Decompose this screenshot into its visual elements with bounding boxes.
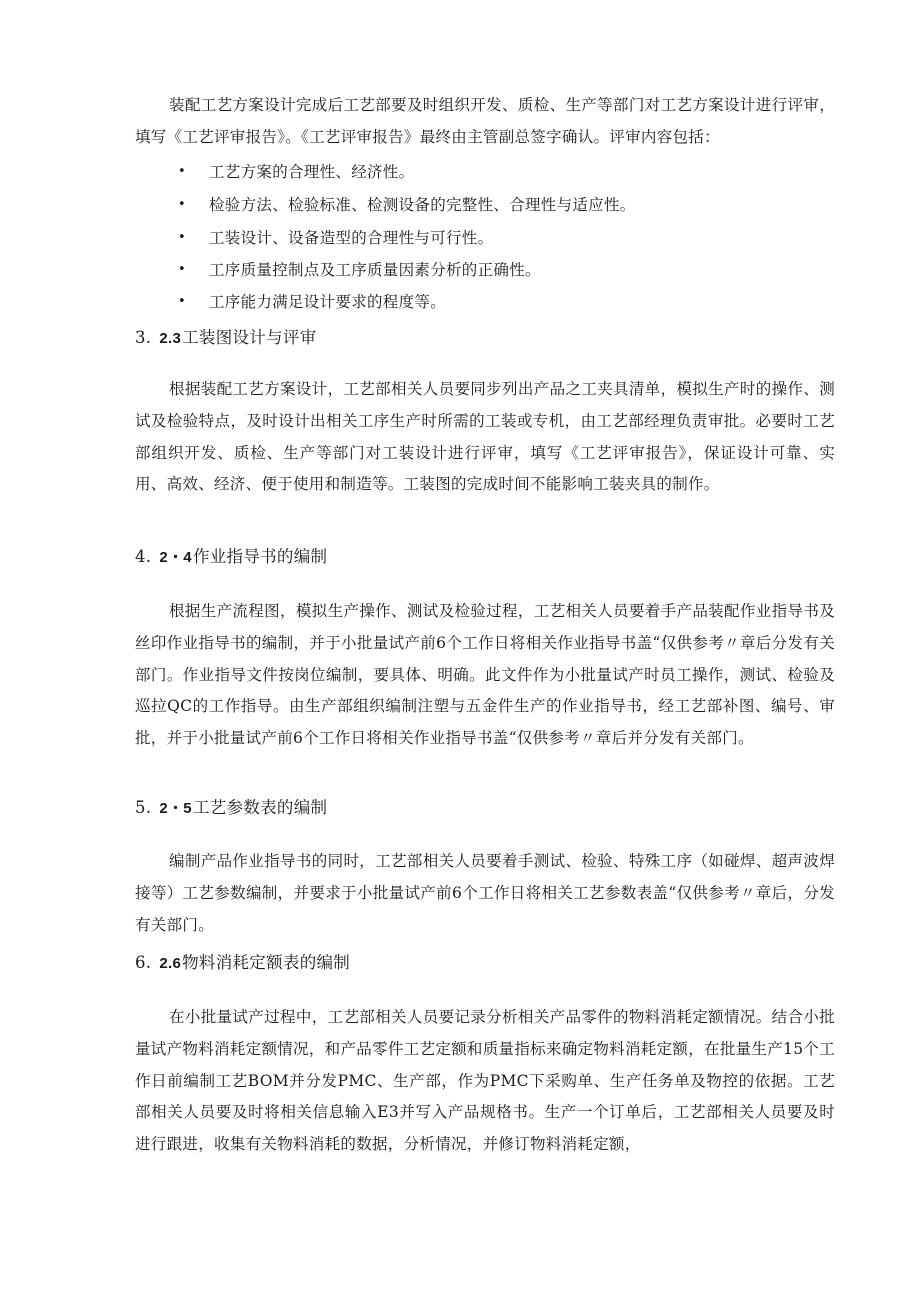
- section-body: 根据生产流程图，模拟生产操作、测试及检验过程，工艺相关人员要着手产品装配作业指导书及丝印作业指导书的编制，并于小批量试产前6个工作日将相关作业指导书盖“仅供参考〃章后分发有关部门。作业指导文件按岗位编制，要具体、明确。此文件作为小批量试产时员工操作，测试、检验及巡拉QC的工作指导。由生产部组织编制注塑与五金件生产的作业指导书，经工艺部补图、编号、审批，并于小批量试产前6个工作日将相关作业指导书盖“仅供参考〃章后并分发有关部门。: [135, 602, 835, 748]
- section-body: 在小批量试产过程中，工艺部相关人员要记录分析相关产品零件的物料消耗定额情况。结合小批量试产物料消耗定额情况，和产品零件工艺定额和质量指标来确定物料消耗定额，在批量生产15个工作日前编制工艺BOM并分发PMC、生产部，作为PMC下采购单、生产任务单及物控的依据。工艺部相关人员要及时将相关信息输入E3并写入产品规格书。生产一个订单后，工艺部相关人员要及时进行跟进，收集有关物料消耗的数据，分析情况，并修订物料消耗定额，: [135, 1008, 835, 1154]
- section-code: 2・5: [159, 800, 192, 817]
- section-number: 3.: [135, 328, 152, 347]
- bullet-icon: •: [178, 294, 186, 309]
- list-item-text: 工艺方案的合理性、经济性。: [209, 163, 415, 181]
- section-code: 2・4: [159, 549, 192, 566]
- bullet-icon: •: [178, 262, 186, 277]
- section-code: 2.3: [159, 330, 182, 347]
- section-heading: [135, 796, 327, 821]
- section-title: 工艺参数表的编制: [192, 798, 328, 817]
- section-number: 4.: [135, 547, 152, 566]
- section-body: 根据装配工艺方案设计，工艺部相关人员要同步列出产品之工夹具清单，模拟生产时的操作、测试及检验特点，及时设计出相关工序生产时所需的工装或专机，由工艺部经理负责审批。必要时工艺部组织开发、质检、生产等部门对工装设计进行评审，填写《工艺评审报告》，保证设计可靠、实用、高效、经济、便于使用和制造等。工装图的完成时间不能影响工装夹具的制作。: [135, 380, 835, 494]
- list-item-text: 检验方法、检验标准、检测设备的完整性、合理性与适应性。: [209, 196, 636, 214]
- section-body: 编制产品作业指导书的同时，工艺部相关人员要着手测试、检验、特殊工序（如碰焊、超声波焊接等）工艺参数编制，并要求于小批量试产前6个工作日将相关工艺参数表盖“仅供参考〃章后，分发有关部门。: [135, 852, 835, 934]
- section-heading: [135, 951, 350, 976]
- section-title: 作业指导书的编制: [192, 547, 328, 566]
- section-heading: [135, 326, 317, 351]
- section-number: 5.: [135, 798, 152, 817]
- section-heading: [135, 545, 327, 570]
- list-item-text: 工序质量控制点及工序质量因素分析的正确性。: [209, 261, 541, 279]
- section-title: 工装图设计与评审: [182, 328, 317, 347]
- bullet-icon: •: [178, 164, 186, 179]
- list-item-text: 工序能力满足设计要求的程度等。: [209, 293, 447, 311]
- bullet-icon: •: [178, 197, 186, 212]
- list-item-text: 工装设计、设备造型的合理性与可行性。: [209, 229, 494, 247]
- intro-paragraph: 装配工艺方案设计完成后工艺部要及时组织开发、质检、生产等部门对工艺方案设计进行评审，填写《工艺评审报告》。《工艺评审报告》最终由主管副总签字确认。评审内容包括：: [135, 96, 835, 146]
- section-code: 2.6: [159, 955, 182, 972]
- bullet-icon: •: [178, 230, 186, 245]
- section-title: 物料消耗定额表的编制: [182, 953, 351, 972]
- section-number: 6.: [135, 953, 152, 972]
